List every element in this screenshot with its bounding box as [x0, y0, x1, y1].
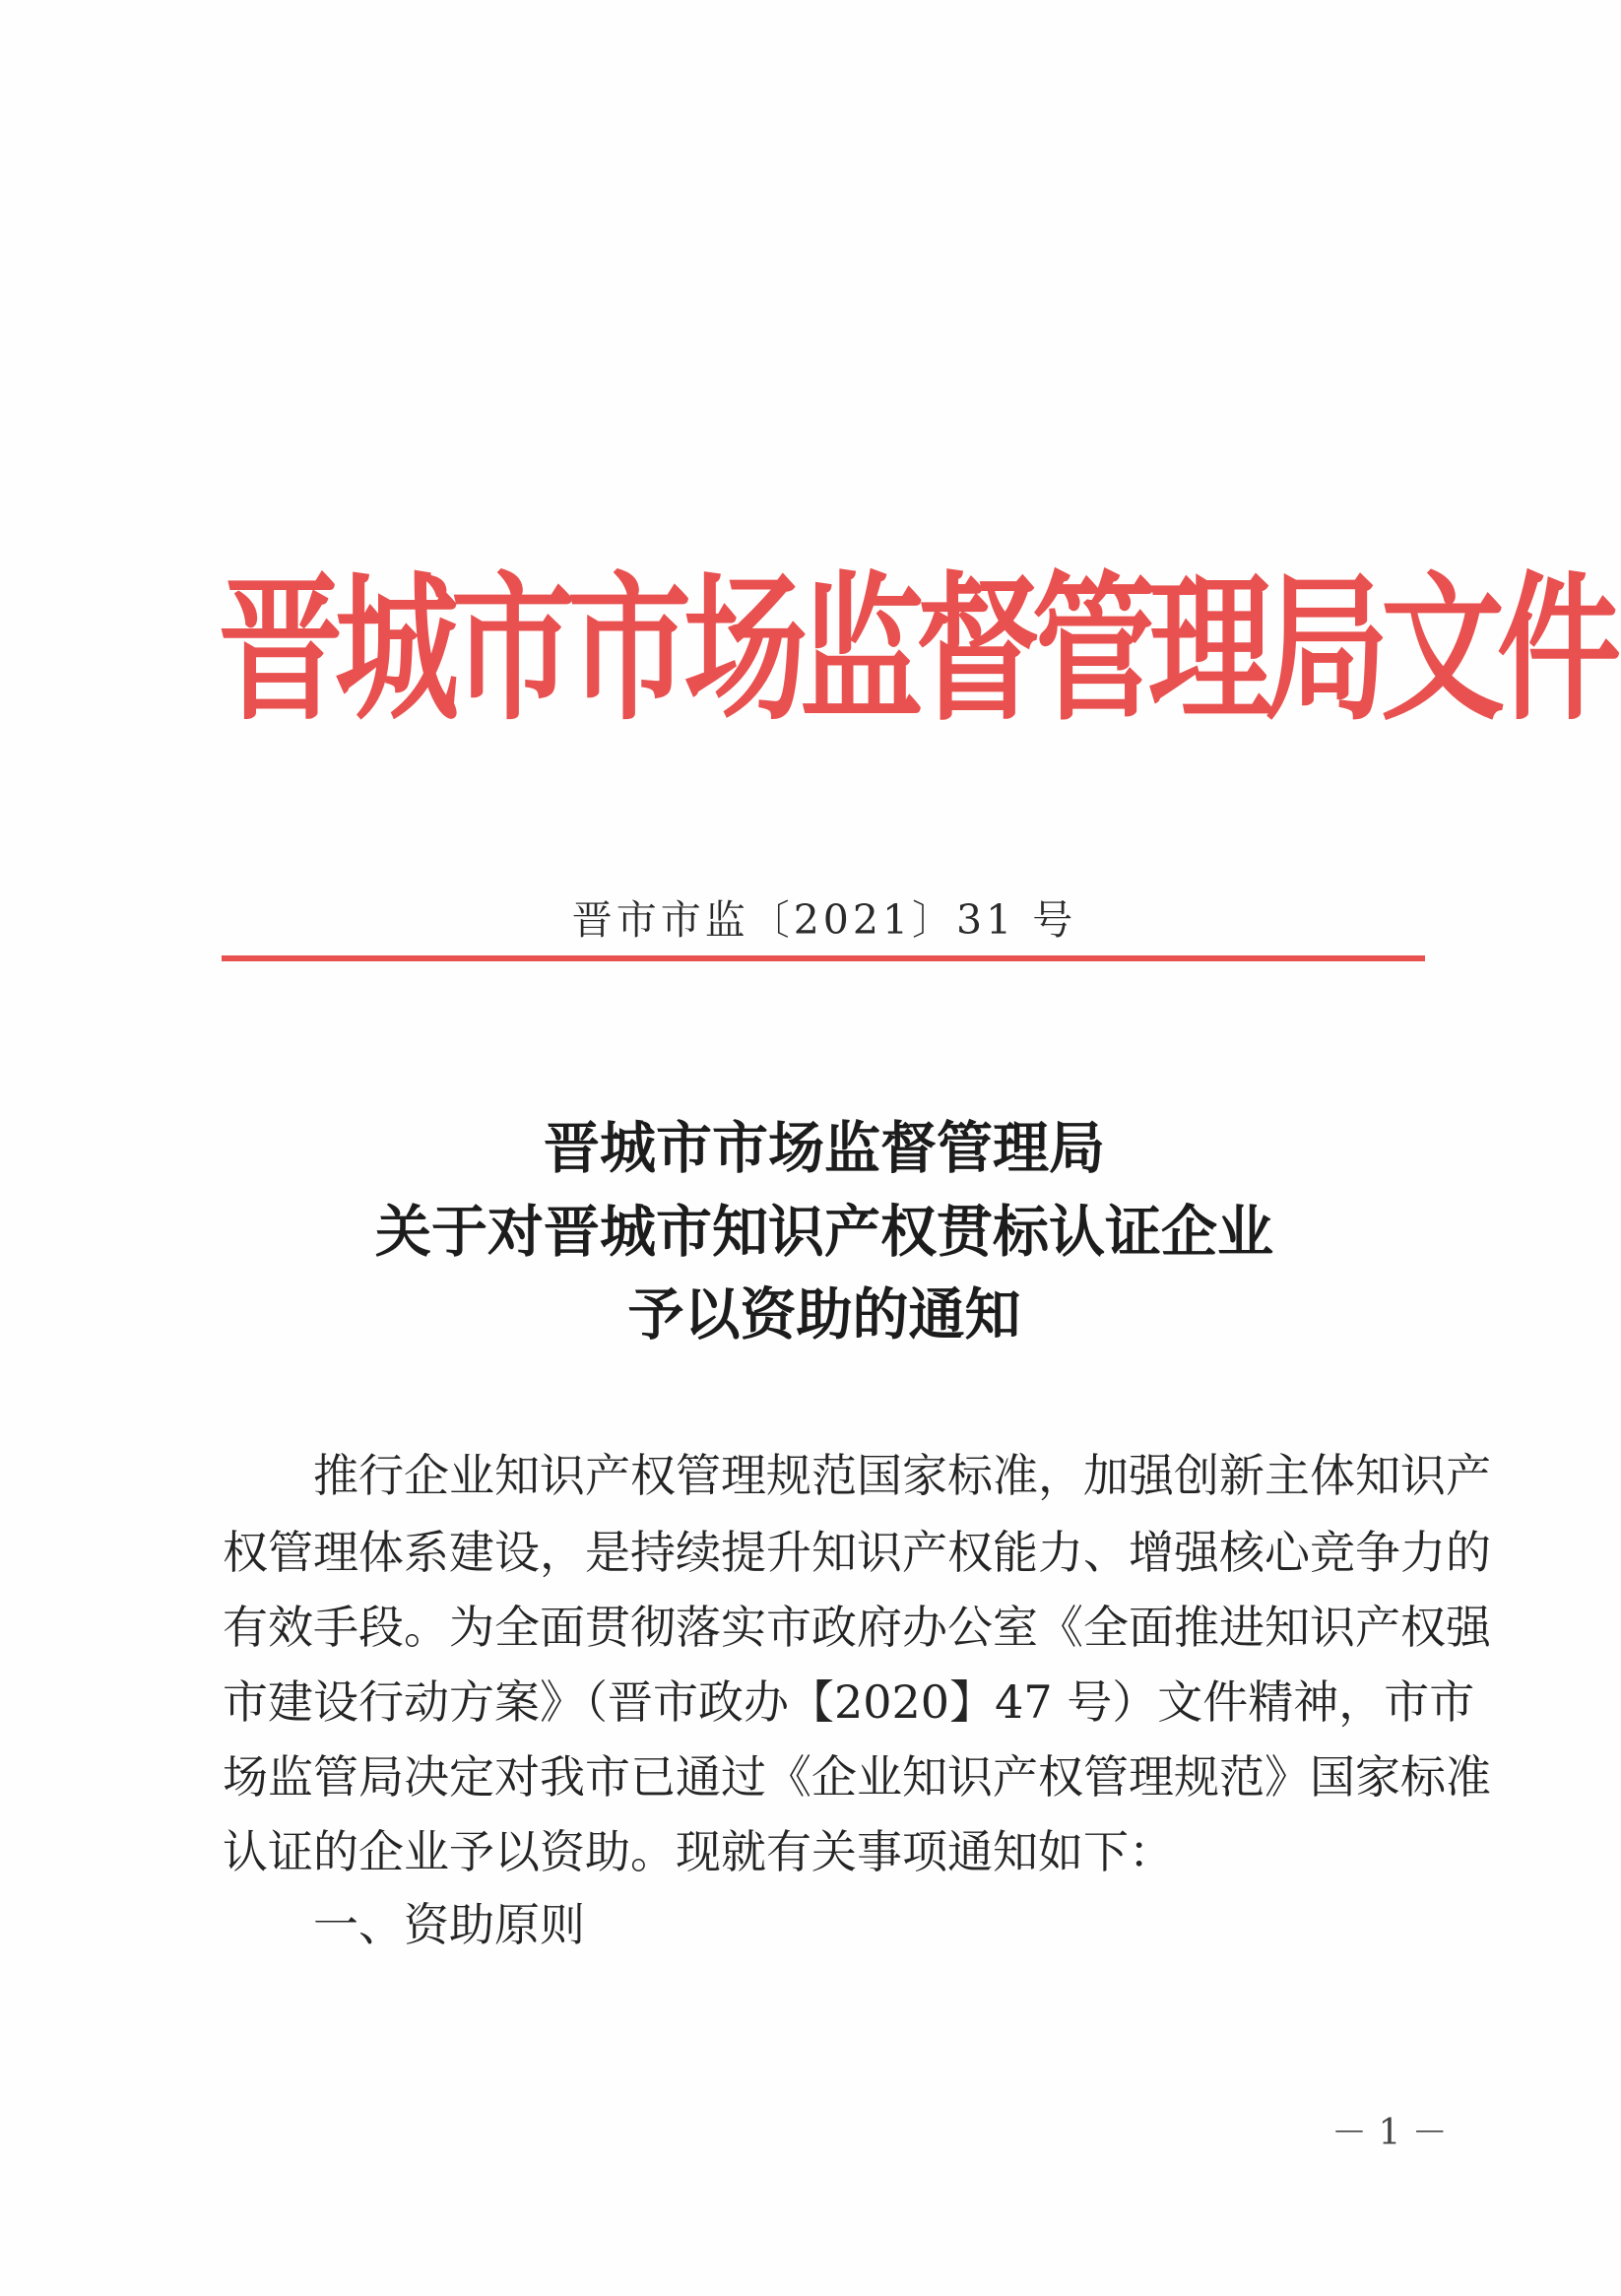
body-text-line: 市建设行动方案》（晋市政办【2020】47 号）文件精神，市市 — [223, 1675, 1475, 1729]
body-text-line: 权管理体系建设，是持续提升知识产权能力、增强核心竞争力的 — [223, 1526, 1491, 1579]
masthead-title: 晋城市市场监督管理局文件 — [219, 557, 1613, 743]
notice-title-line-2: 关于对晋城市知识产权贯标认证企业 — [375, 1200, 1273, 1265]
body-text-line: 场监管局决定对我市已通过《企业知识产权管理规范》国家标准 — [223, 1750, 1491, 1804]
notice-title-line-1: 晋城市市场监督管理局 — [544, 1116, 1105, 1181]
body-text-line: 推行企业知识产权管理规范国家标准，加强创新主体知识产 — [313, 1449, 1491, 1502]
page-number: － 1 － — [1331, 2113, 1448, 2153]
notice-title-line-3: 予以资助的通知 — [627, 1282, 1021, 1347]
section-heading: 一、资助原则 — [313, 1898, 585, 1951]
document-number: 晋市市监〔2021〕31 号 — [571, 896, 1077, 944]
body-text-line: 有效手段。为全面贯彻落实市政府办公室《全面推进知识产权强 — [223, 1601, 1491, 1654]
red-divider-line — [222, 955, 1425, 961]
body-text-line: 认证的企业予以资助。现就有关事项通知如下： — [223, 1825, 1174, 1878]
